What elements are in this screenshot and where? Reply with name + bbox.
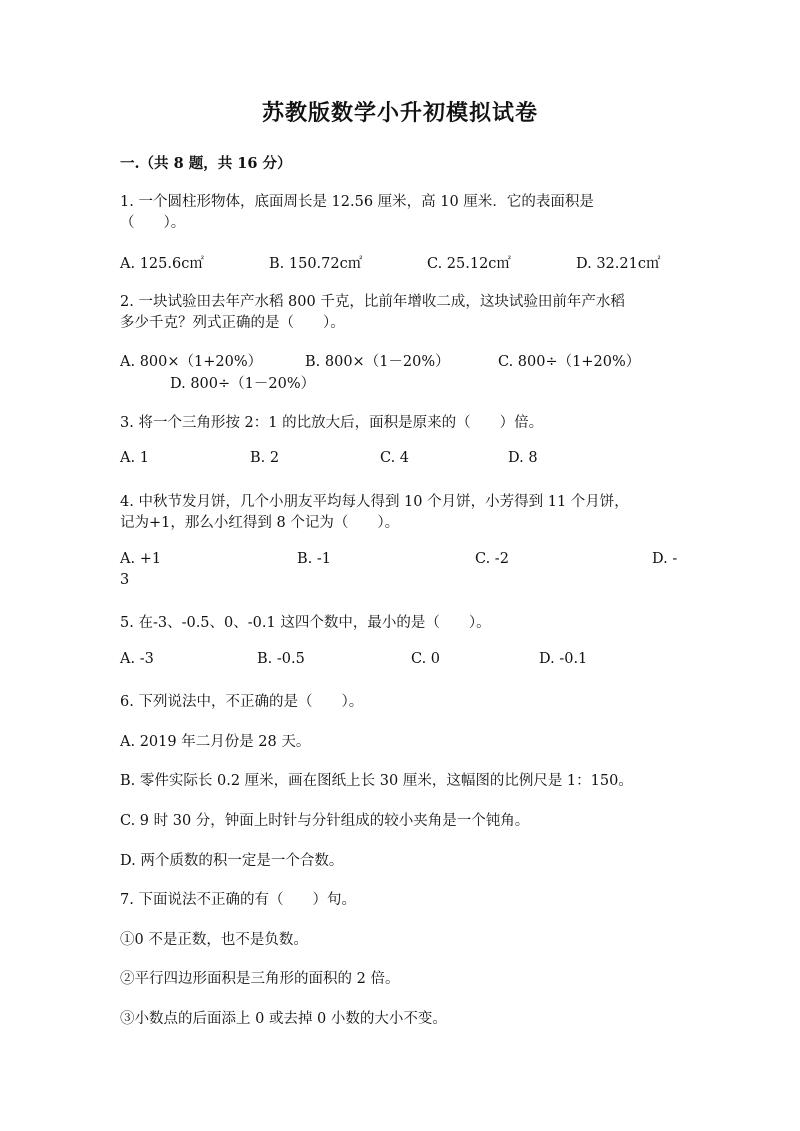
question-1-text-line1: 1. 一个圆柱形物体，底面周长是 12.56 厘米，高 10 厘米．它的表面积是 bbox=[120, 194, 594, 210]
question-3-text: 3. 将一个三角形按 2：1 的比放大后，面积是原来的（ ）倍。 bbox=[120, 415, 544, 431]
question-5-option-d: D. -0.1 bbox=[539, 651, 588, 667]
question-6-option-a: A. 2019 年二月份是 28 天。 bbox=[120, 734, 311, 750]
question-6-option-c: C. 9 时 30 分，钟面上时针与分针组成的较小夹角是一个钝角。 bbox=[120, 813, 530, 829]
question-6-text: 6. 下列说法中，不正确的是（ ）。 bbox=[120, 694, 364, 710]
page-title: 苏教版数学小升初模拟试卷 bbox=[261, 100, 538, 126]
question-1-option-d: D. 32.21c㎡ bbox=[576, 256, 661, 272]
question-4-option-c: C. -2 bbox=[475, 551, 509, 567]
question-4-option-d: D. - bbox=[652, 551, 678, 567]
question-2-option-a: A. 800×（1+20%） bbox=[120, 354, 263, 370]
question-2-option-d: D. 800÷（1－20%） bbox=[170, 376, 316, 392]
question-7-item-1: ①0 不是正数，也不是负数。 bbox=[120, 932, 308, 948]
question-4-option-b: B. -1 bbox=[297, 551, 331, 567]
question-4-text-line1: 4. 中秋节发月饼，几个小朋友平均每人得到 10 个月饼，小芳得到 11 个月饼， bbox=[120, 494, 629, 510]
question-1-option-a: A. 125.6c㎡ bbox=[120, 256, 204, 272]
question-6-option-b: B. 零件实际长 0.2 厘米，画在图纸上长 30 厘米，这幅图的比例尺是 1：150。 bbox=[120, 773, 633, 789]
question-1-option-b: B. 150.72c㎡ bbox=[269, 256, 363, 272]
question-2-text-line1: 2. 一块试验田去年产水稻 800 千克，比前年增收二成，这块试验田前年产水稻 bbox=[120, 294, 625, 310]
question-2-text-line2: 多少千克？列式正确的是（ ）。 bbox=[120, 315, 345, 331]
question-6-option-d: D. 两个质数的积一定是一个合数。 bbox=[120, 853, 344, 869]
question-4-option-d-wrap: 3 bbox=[120, 572, 130, 588]
question-3-option-a: A. 1 bbox=[120, 450, 149, 466]
question-3-option-c: C. 4 bbox=[380, 450, 410, 466]
question-5-option-b: B. -0.5 bbox=[257, 651, 305, 667]
question-2-option-b: B. 800×（1－20%） bbox=[305, 354, 450, 370]
question-4-text-line2: 记为+1，那么小红得到 8 个记为（ ）。 bbox=[120, 515, 400, 531]
question-3-option-d: D. 8 bbox=[508, 450, 538, 466]
question-1-text-line2: （ ）。 bbox=[120, 215, 186, 231]
question-5-option-c: C. 0 bbox=[411, 651, 441, 667]
question-7-item-2: ②平行四边形面积是三角形的面积的 2 倍。 bbox=[120, 971, 400, 987]
question-1-option-c: C. 25.12c㎡ bbox=[427, 256, 511, 272]
question-3-option-b: B. 2 bbox=[250, 450, 280, 466]
question-5-option-a: A. -3 bbox=[120, 651, 154, 667]
question-2-option-c: C. 800÷（1+20%） bbox=[498, 354, 641, 370]
question-7-text: 7. 下面说法不正确的有（ ）句。 bbox=[120, 892, 356, 908]
question-5-text: 5. 在-3、-0.5、0、-0.1 这四个数中，最小的是（ ）。 bbox=[120, 615, 491, 631]
question-7-item-3: ③小数点的后面添上 0 或去掉 0 小数的大小不变。 bbox=[120, 1011, 447, 1027]
section-heading: 一.（共 8 题，共 16 分） bbox=[120, 155, 292, 172]
question-4-option-a: A. +1 bbox=[120, 551, 162, 567]
